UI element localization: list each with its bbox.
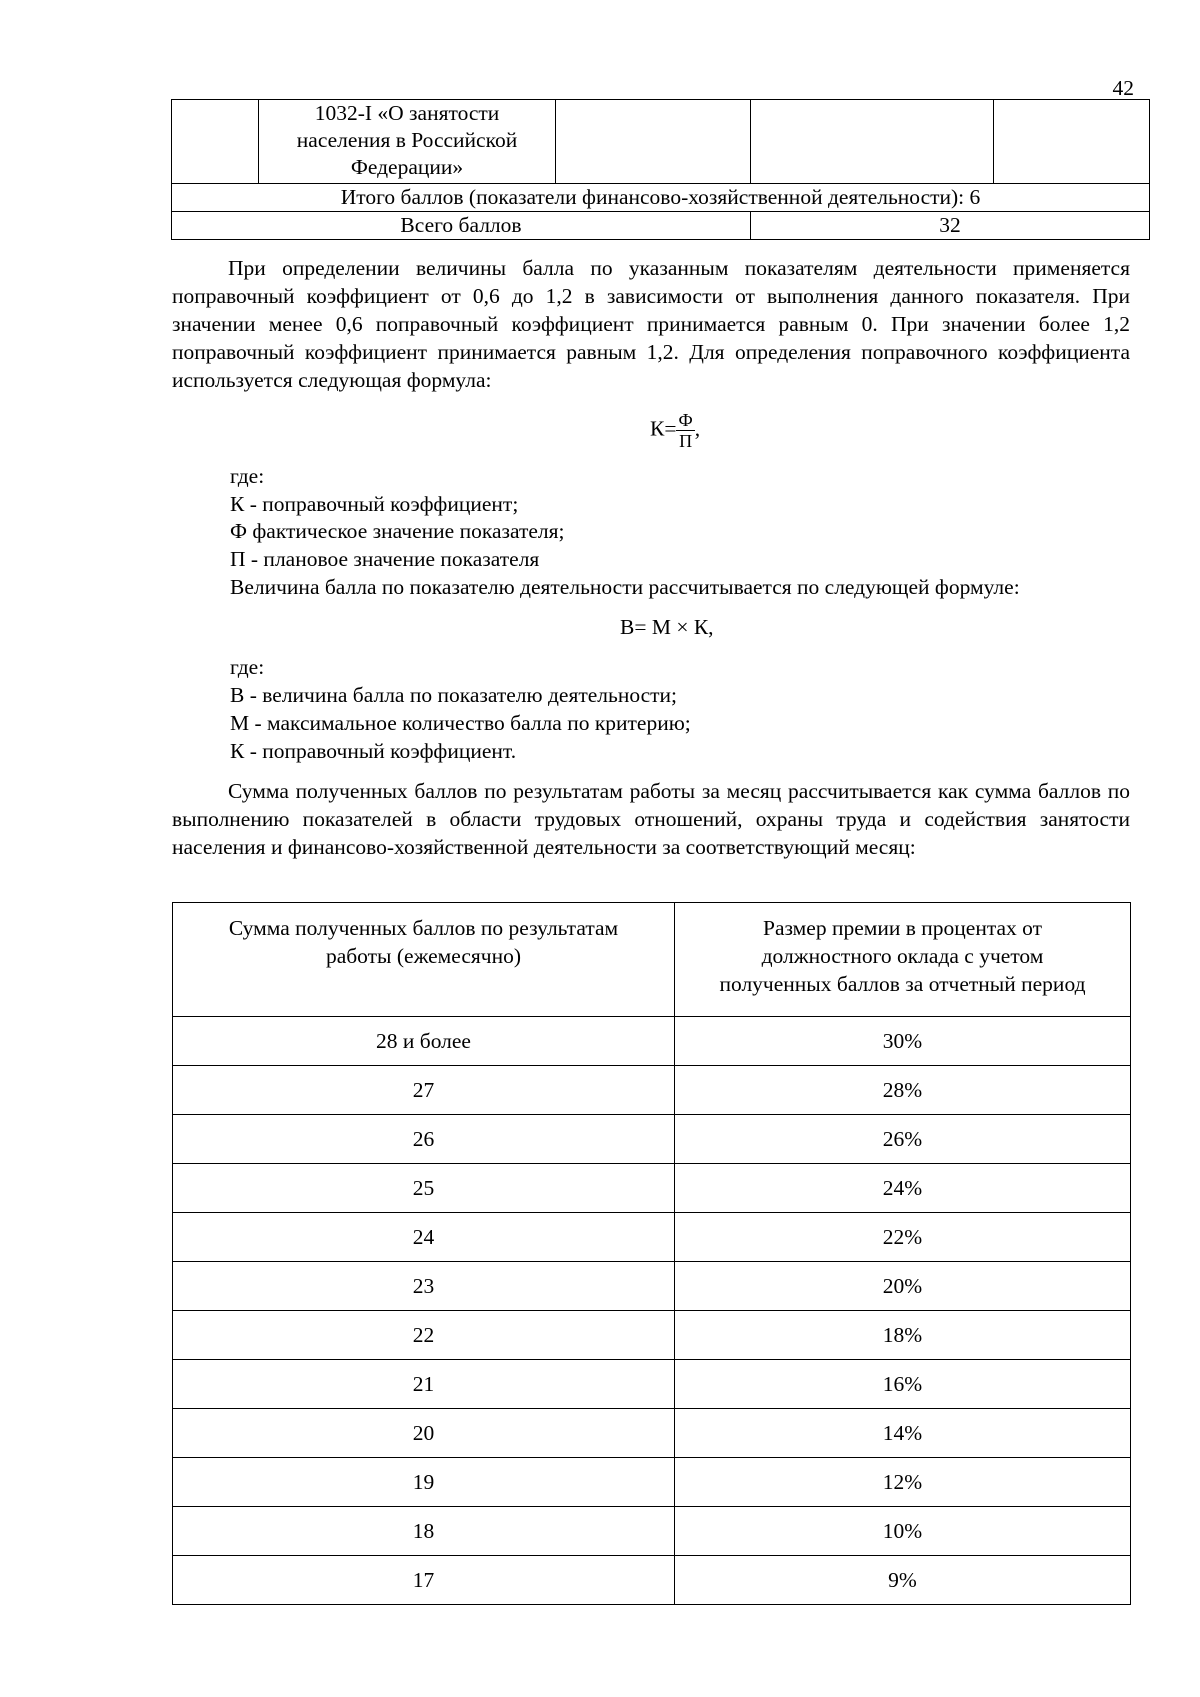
points-cell: 20 <box>173 1409 675 1458</box>
points-cell: 24 <box>173 1213 675 1262</box>
legend-v: В - величина балла по показателю деятельности; <box>230 683 678 707</box>
table-row <box>173 1213 1131 1262</box>
points-cell: 18 <box>173 1507 675 1556</box>
table-row <box>173 1311 1131 1360</box>
bonus-cell: 28% <box>675 1066 1131 1115</box>
table-row <box>173 1164 1131 1213</box>
bonus-cell: 10% <box>675 1507 1131 1556</box>
indicators-table-continuation <box>171 99 1150 240</box>
bonus-cell: 20% <box>675 1262 1131 1311</box>
table-row <box>173 1115 1131 1164</box>
bonus-cell: 16% <box>675 1360 1131 1409</box>
table-row <box>172 184 1150 212</box>
bonus-cell: 30% <box>675 1017 1131 1066</box>
legend-p: П - плановое значение показателя <box>230 547 540 571</box>
page-number: 42 <box>1112 76 1134 100</box>
legend-k2: К - поправочный коэффициент. <box>230 739 517 763</box>
paragraph-coefficient: При определении величины балла по указанным показателям деятельности применяется поправочный коэффициент от 0,6 до 1,2 в зависимости от выполнения данного показателя. При значении менее 0,6 поправочный коэффициент принимается равным 0. При значении более 1,2 поправочный коэффициент принимается равным 1,2. Для определения поправочного коэффициента используется следующая формула: <box>172 256 1130 392</box>
total-label: Всего баллов <box>172 212 751 240</box>
paragraph-sum: Сумма полученных баллов по результатам работы за месяц рассчитывается как сумма баллов по выполнению показателей в области трудовых отношений, охраны труда и содействия занятости населения и финансово-хозяйственной деятельности за соответствующий месяц: <box>172 779 1130 859</box>
points-cell: 21 <box>173 1360 675 1409</box>
table-row <box>173 1066 1131 1115</box>
total-finance-row: Итого баллов (показатели финансово-хозяйственной деятельности): 6 <box>172 184 1150 212</box>
points-cell: 25 <box>173 1164 675 1213</box>
bonus-cell: 24% <box>675 1164 1131 1213</box>
legend-formula-intro: Величина балла по показателю деятельности рассчитывается по следующей формуле: <box>230 575 1020 599</box>
table-row <box>173 1556 1131 1605</box>
formula-score: В= М × К, <box>620 615 714 639</box>
header-bonus: Размер премии в процентах от должностного оклада с учетом полученных баллов за отчетный период <box>675 903 1131 1017</box>
table-row <box>173 1017 1131 1066</box>
table-row <box>173 1458 1131 1507</box>
formula-coefficient: К= $\frac{Ф}{П}$ , <box>650 410 701 451</box>
table-row <box>173 1409 1131 1458</box>
table-row <box>172 212 1150 240</box>
points-cell: 28 и более <box>173 1017 675 1066</box>
legend-m: М - максимальное количество балла по критерию; <box>230 711 691 735</box>
table-row <box>173 1507 1131 1556</box>
points-cell: 17 <box>173 1556 675 1605</box>
law-cell: 1032-I «О занятости населения в Российской Федерации» <box>259 100 556 184</box>
bonus-cell: 9% <box>675 1556 1131 1605</box>
bonus-cell: 14% <box>675 1409 1131 1458</box>
table-row <box>173 1360 1131 1409</box>
points-cell: 23 <box>173 1262 675 1311</box>
bonus-cell: 18% <box>675 1311 1131 1360</box>
table-row <box>172 100 1150 184</box>
table-row <box>173 1262 1131 1311</box>
bonus-table <box>172 902 1131 1605</box>
legend-where-1: где: <box>230 464 265 488</box>
legend-f: Ф фактическое значение показателя; <box>230 519 565 543</box>
total-value: 32 <box>751 212 1150 240</box>
bonus-cell: 26% <box>675 1115 1131 1164</box>
points-cell: 22 <box>173 1311 675 1360</box>
bonus-table-header <box>173 903 1131 1017</box>
bonus-cell: 12% <box>675 1458 1131 1507</box>
legend-where-2: где: <box>230 655 265 679</box>
points-cell: 26 <box>173 1115 675 1164</box>
bonus-cell: 22% <box>675 1213 1131 1262</box>
points-cell: 27 <box>173 1066 675 1115</box>
legend-k: К - поправочный коэффициент; <box>230 492 519 516</box>
header-points: Сумма полученных баллов по результатам работы (ежемесячно) <box>173 903 675 1017</box>
points-cell: 19 <box>173 1458 675 1507</box>
